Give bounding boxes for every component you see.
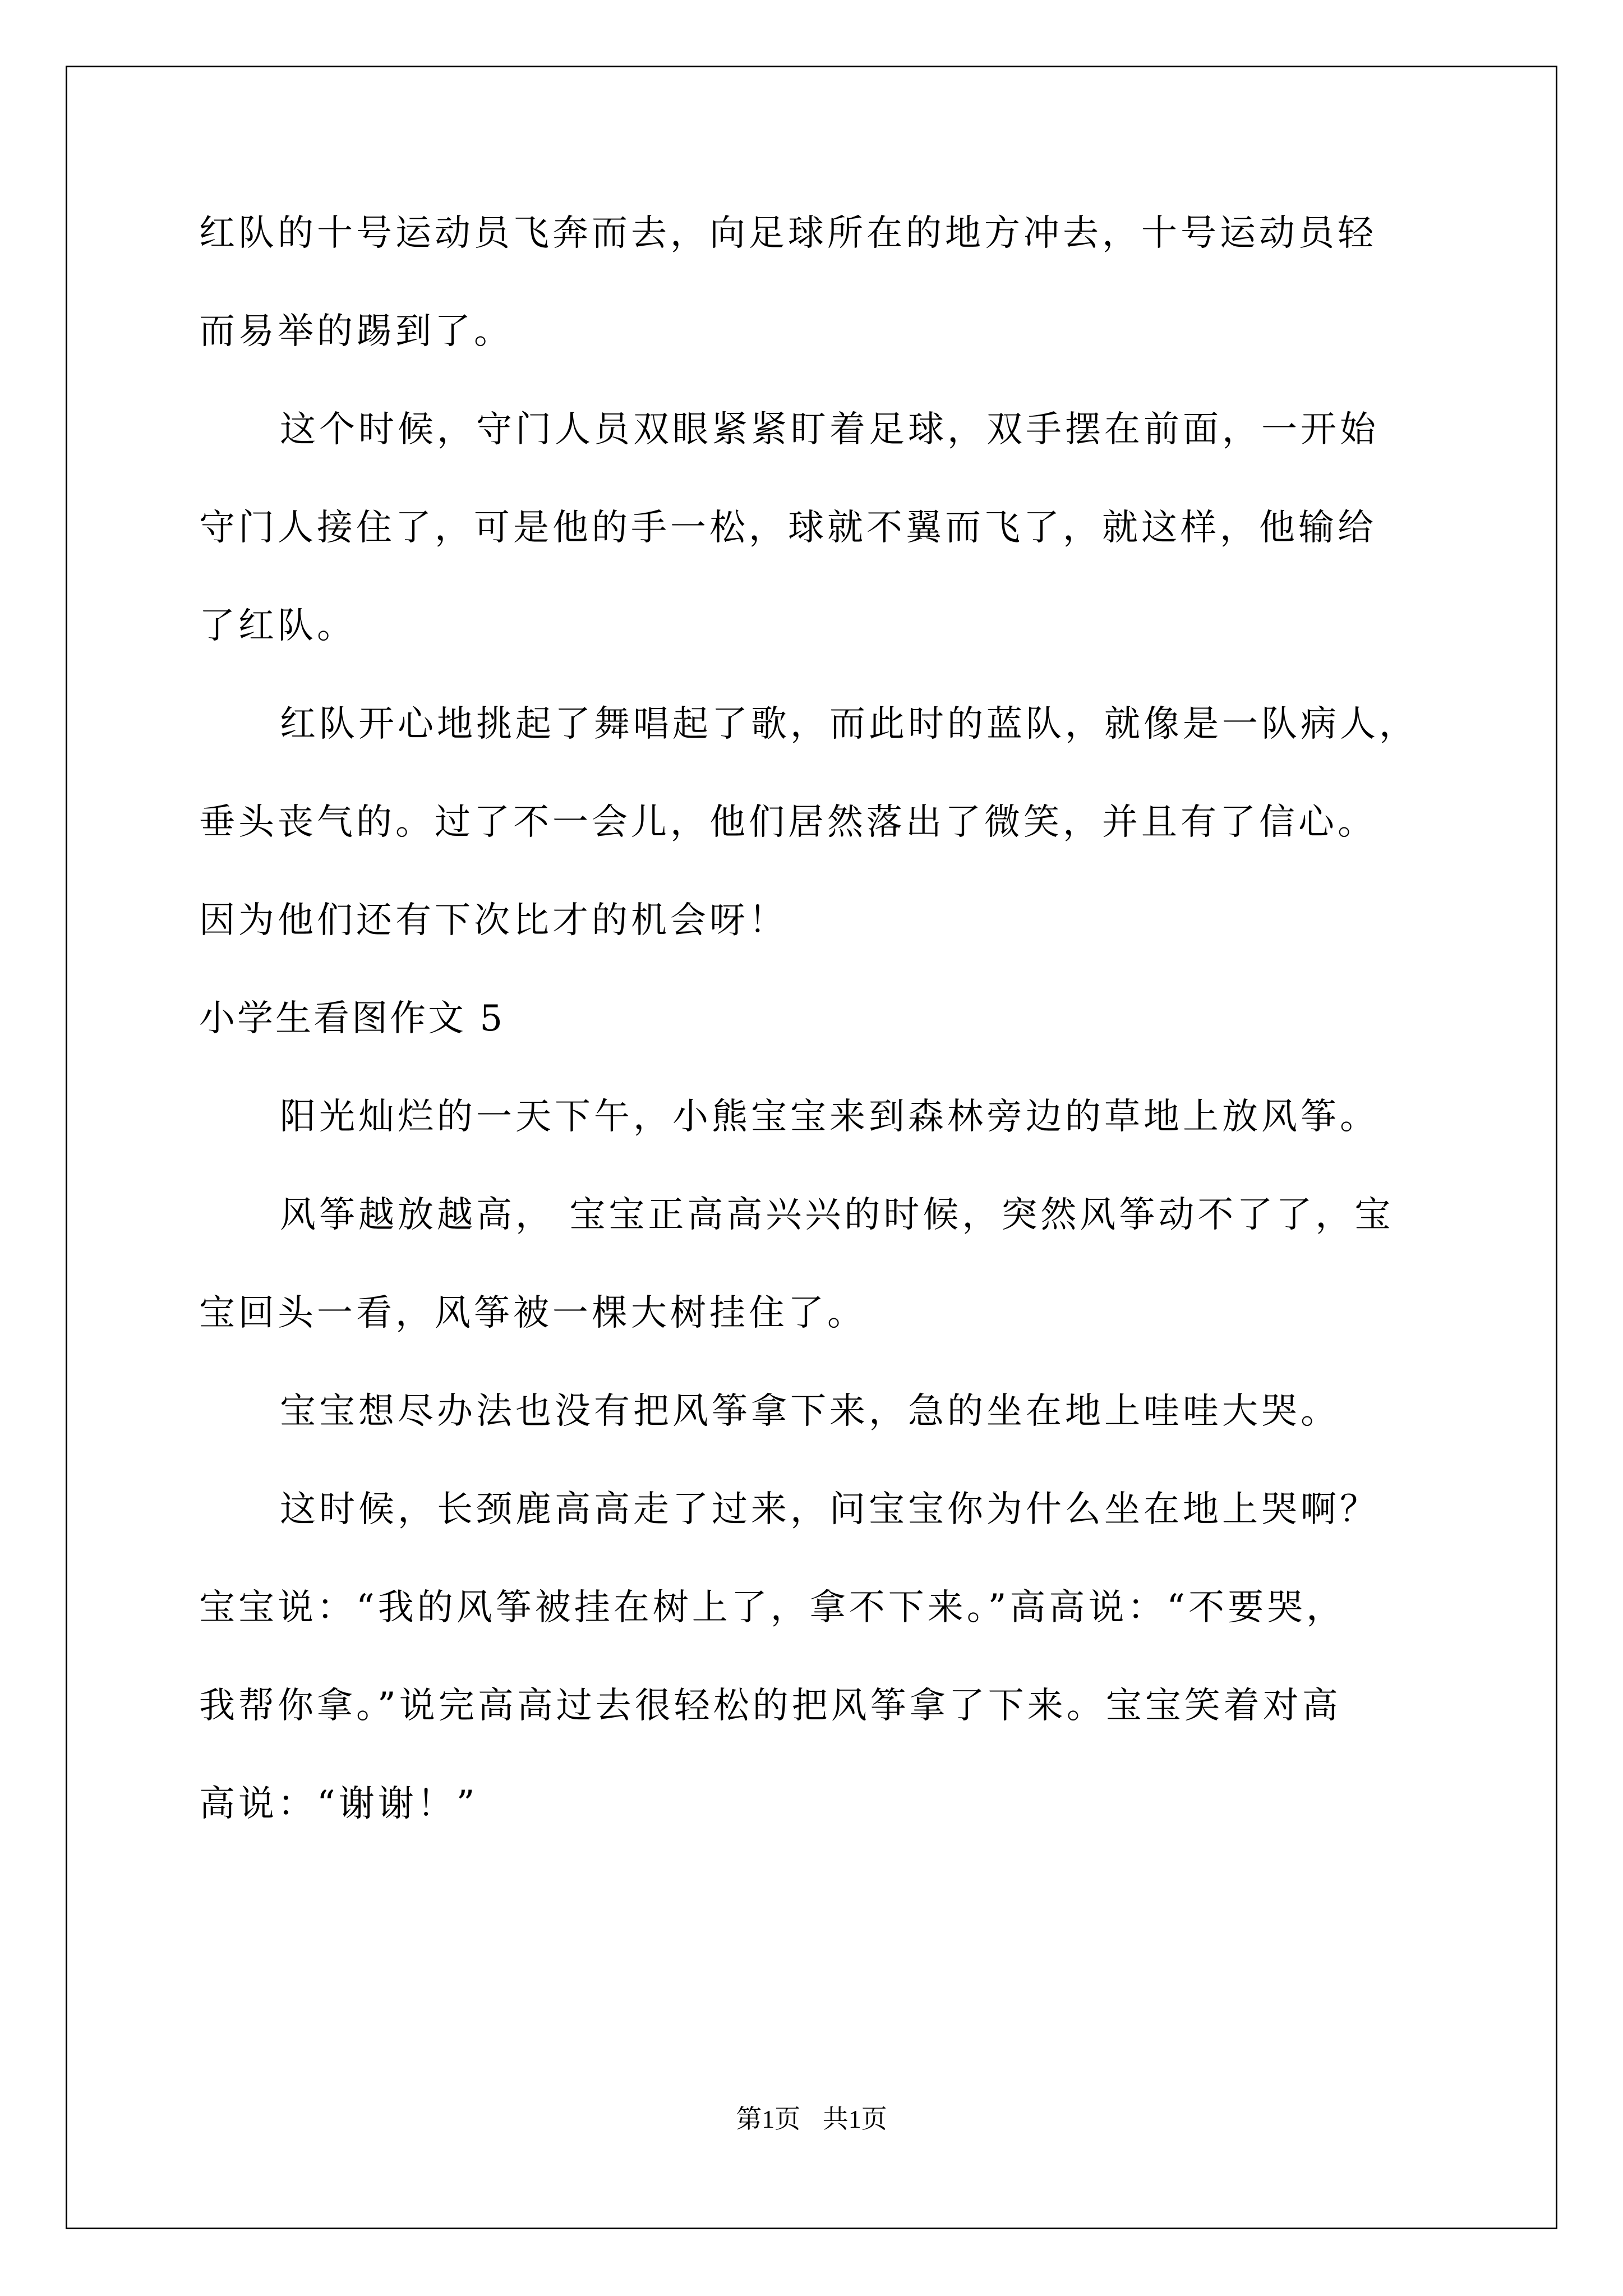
text-line: 红队的十号运动员飞奔而去，向足球所在的地方冲去，十号运动员轻 xyxy=(199,213,1377,254)
text-line: 了红队。 xyxy=(199,605,356,647)
text-line: 我帮你拿。”说完高高过去很轻松的把风筝拿了下来。宝宝笑着对高 xyxy=(199,1685,1341,1727)
text-line: 高说：“谢谢！” xyxy=(199,1783,478,1825)
document-body xyxy=(199,213,1427,1882)
text-line: 宝宝想尽办法也没有把风筝拿下来，急的坐在地上哇哇大哭。 xyxy=(280,1391,1340,1432)
text-line: 垂头丧气的。过了不一会儿，他们居然落出了微笑，并且有了信心。 xyxy=(199,802,1377,843)
page-footer xyxy=(0,2102,1623,2136)
text-line: 红队开心地挑起了舞唱起了歌，而此时的蓝队，就像是一队病人， xyxy=(280,703,1418,745)
page-number: 第1页 xyxy=(736,2105,801,2133)
text-line: 因为他们还有下次比才的机会呀！ xyxy=(199,900,788,941)
text-line: 而易举的踢到了。 xyxy=(199,311,513,352)
text-line: 风筝越放越高， 宝宝正高高兴兴的时候，突然风筝动不了了，宝 xyxy=(280,1194,1394,1236)
text-line: 这个时候，守门人员双眼紧紧盯着足球，双手摆在前面，一开始 xyxy=(280,409,1379,450)
section-heading: 小学生看图作文 5 xyxy=(199,998,505,1039)
text-line: 宝回头一看，风筝被一棵大树挂住了。 xyxy=(199,1292,866,1334)
text-line: 宝宝说：“我的风筝被挂在树上了，拿不下来。”高高说：“不要哭， xyxy=(199,1587,1346,1628)
text-line: 守门人接住了，可是他的手一松，球就不翼而飞了，就这样，他输给 xyxy=(199,507,1377,549)
text-line: 阳光灿烂的一天下午，小熊宝宝来到森林旁边的草地上放风筝。 xyxy=(280,1096,1379,1138)
page-total: 共1页 xyxy=(822,2105,887,2133)
text-line: 这时候，长颈鹿高高走了过来，问宝宝你为什么坐在地上哭啊？ xyxy=(280,1489,1379,1530)
